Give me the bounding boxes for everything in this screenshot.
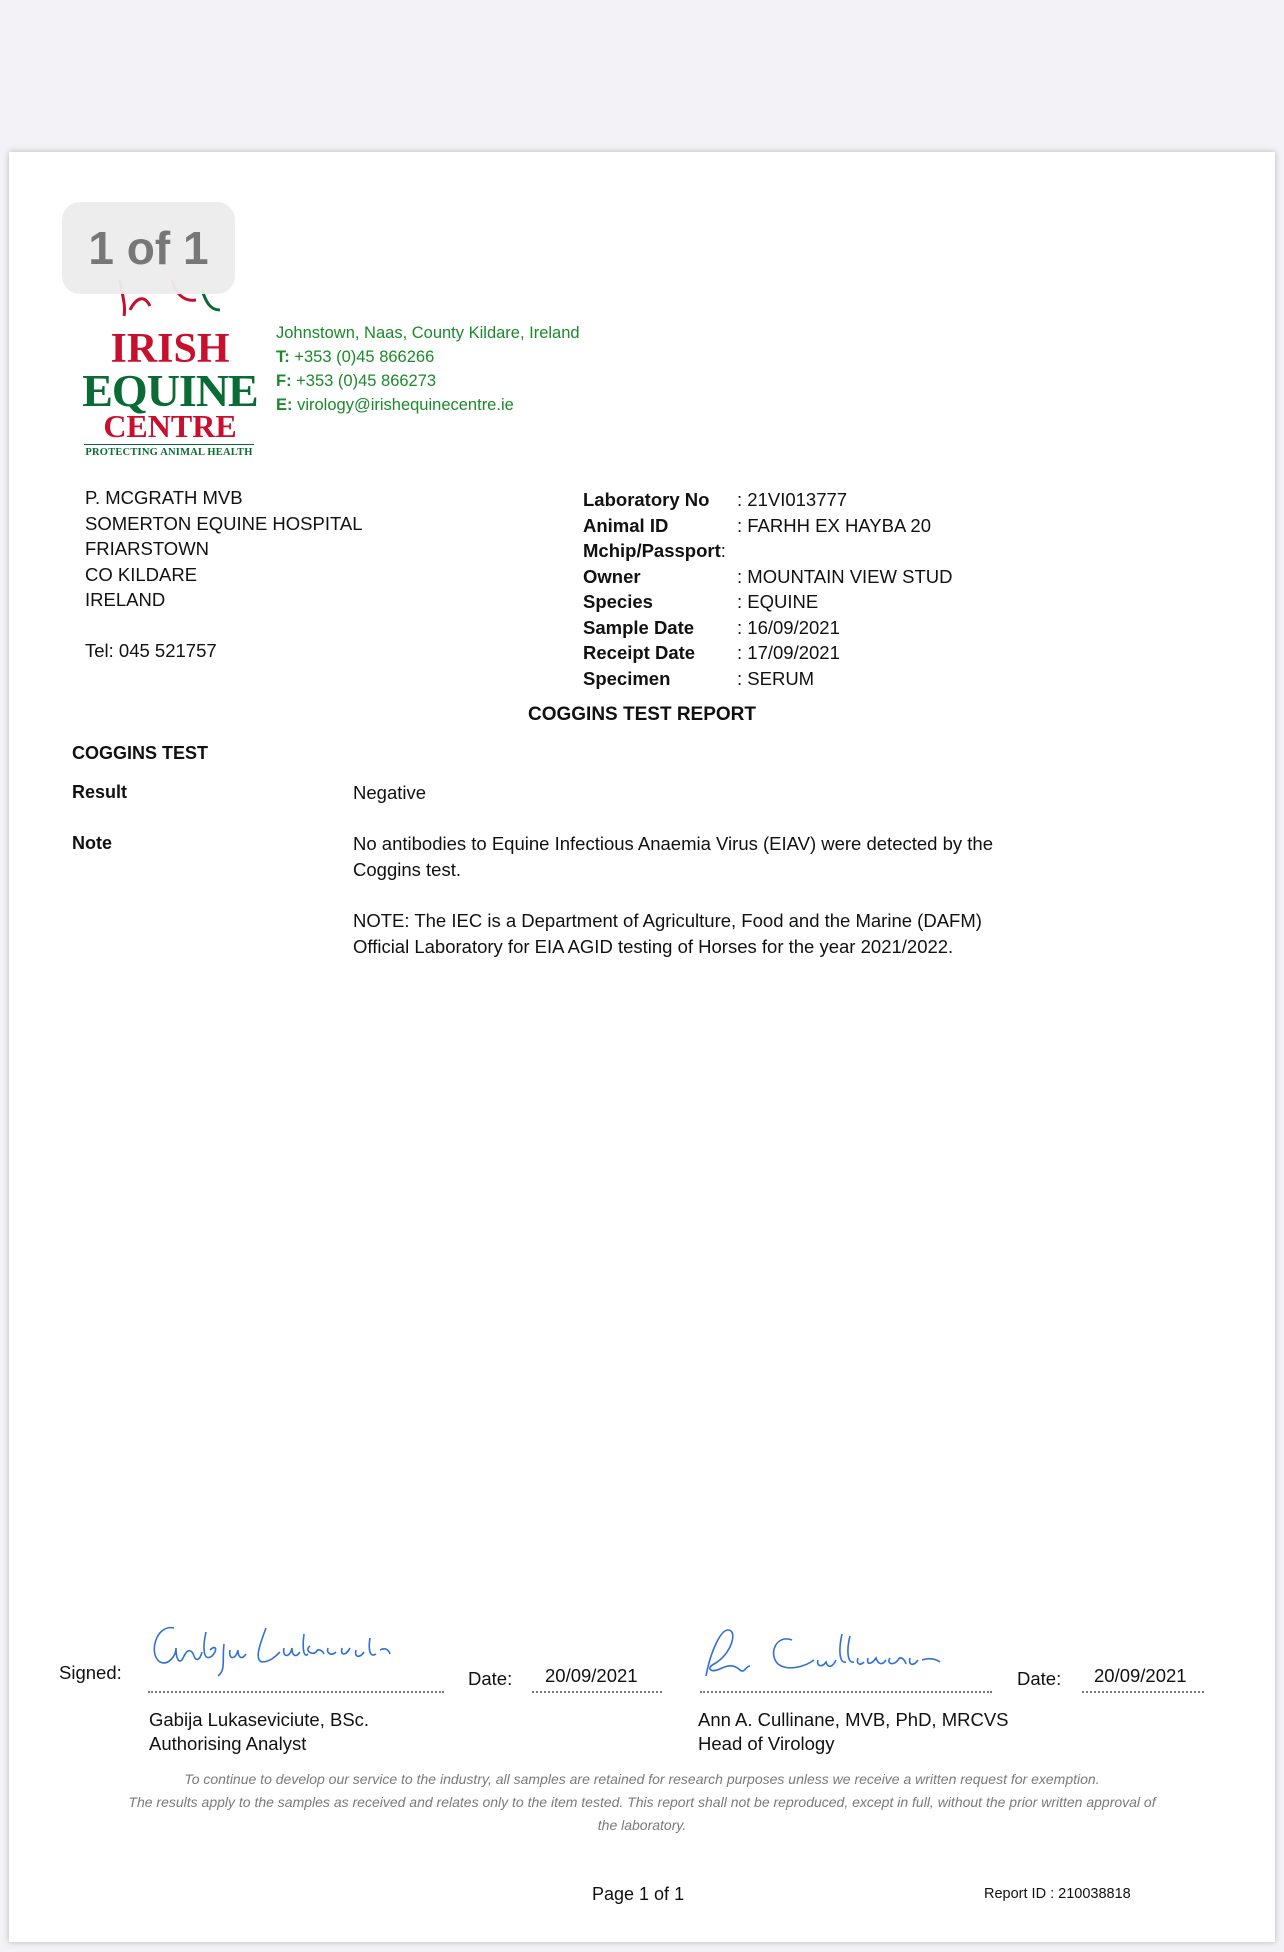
signature-line-left [148, 1691, 444, 1693]
date-label-right: Date: [1017, 1668, 1062, 1689]
signature-lukaseviciute [146, 1620, 396, 1680]
logo-tagline: PROTECTING ANIMAL HEALTH [85, 447, 253, 458]
recipient-line: CO KILDARE [85, 563, 198, 585]
disclaimer [120, 1768, 1164, 1837]
dafm-note-text: NOTE: The IEC is a Department of Agriculture, Food and the Marine (DAFM) Official Laboratory for EIA AGID testing of Horses for the year 2021/2022. [353, 910, 982, 957]
signature-line-right [700, 1691, 992, 1693]
detail-row: Species : EQUINE [583, 591, 819, 612]
detail-row: Receipt Date : 17/09/2021 [583, 642, 840, 663]
lab-fax: F: +353 (0)45 866273 [276, 372, 437, 390]
result-value: Negative [353, 782, 427, 803]
detail-row: Mchip/Passport : [583, 540, 726, 561]
sample-details [583, 487, 953, 691]
detail-row: Owner : MOUNTAIN VIEW STUD [583, 565, 953, 587]
recipient-tel: Tel: 045 521757 [85, 639, 217, 661]
signatory-right-role: Head of Virology [698, 1733, 835, 1754]
lab-address: Johnstown, Naas, County Kildare, Ireland [276, 324, 580, 342]
signatory-left-role: Authorising Analyst [149, 1733, 307, 1754]
disclaimer-line: To continue to develop our service to the industry, all samples are retained for research purposes unless we receive a written request for exemption. [184, 1771, 1100, 1787]
detail-row: Sample Date : 16/09/2021 [583, 616, 840, 638]
logo-word-centre: CENTRE [103, 408, 237, 444]
recipient-line: IRELAND [85, 589, 166, 610]
lab-phone: T: +353 (0)45 866266 [276, 348, 435, 366]
irish-equine-centre-logo [80, 280, 260, 470]
detail-row: Specimen : SERUM [583, 667, 815, 689]
logo-word-equine: EQUINE [82, 365, 258, 416]
signatory-right-name: Ann A. Cullinane, MVB, PhD, MRCVS [698, 1709, 1009, 1730]
logo-word-irish: IRISH [110, 326, 230, 372]
signatory-left-name: Gabija Lukaseviciute, BSc. [149, 1709, 370, 1730]
signed-label: Signed: [59, 1662, 122, 1683]
signatory-left [149, 1708, 369, 1756]
signature-cullinane [696, 1624, 956, 1684]
detail-row: Animal ID : FARHH EX HAYBA 20 [583, 514, 931, 536]
date-value-left: 20/09/2021 [545, 1665, 638, 1686]
note-text: No antibodies to Equine Infectious Anaemia Virus (EIAV) were detected by the Coggins test. [353, 833, 993, 880]
signatory-right [698, 1708, 1009, 1756]
lab-email: E: virology@irishequinecentre.ie [276, 396, 514, 414]
date-value-right: 20/09/2021 [1094, 1665, 1187, 1686]
section-title: COGGINS TEST [72, 743, 209, 763]
result-label: Result [72, 782, 128, 802]
page-number: Page 1 of 1 [592, 1884, 685, 1904]
date-label-left: Date: [468, 1668, 513, 1689]
date-line-left [532, 1691, 662, 1693]
recipient-address [85, 485, 363, 663]
detail-row: Laboratory No : 21VI013777 [583, 489, 848, 510]
report-title: COGGINS TEST REPORT [527, 704, 757, 725]
signature-block [0, 1620, 1284, 1760]
recipient-line: SOMERTON EQUINE HOSPITAL [85, 512, 363, 534]
report-id: Report ID : 210038818 [984, 1886, 1131, 1902]
note-label: Note [72, 833, 112, 853]
lab-contact-block [276, 321, 580, 417]
recipient-line: P. MCGRATH MVB [85, 487, 243, 508]
disclaimer-line: The results apply to the samples as received and relates only to the item tested. This report shall not be reproduced, except in full, without the prior written approval of the laboratory. [128, 1794, 1156, 1833]
logo-divider [84, 444, 254, 445]
recipient-line: FRIARSTOWN [85, 538, 210, 559]
date-line-right [1082, 1691, 1204, 1693]
page-indicator: 1 of 1 [62, 202, 235, 294]
